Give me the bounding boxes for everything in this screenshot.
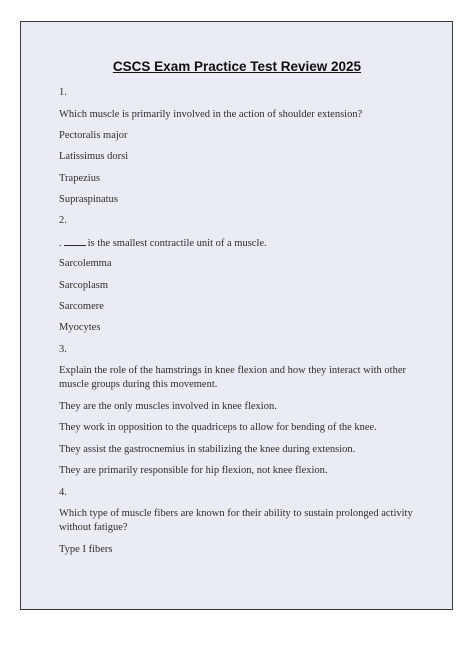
- question-2-prompt: [59, 236, 267, 251]
- question-1-option-a: Pectoralis major: [59, 130, 128, 141]
- fill-in-blank: [64, 236, 86, 246]
- question-2-number: 2.: [59, 215, 67, 226]
- question-4-option-a: Type I fibers: [59, 544, 113, 555]
- question-3-prompt: Explain the role of the hamstrings in knee flexion and how they interact with other muscle groups during this movement.: [59, 365, 406, 390]
- question-1-number: 1.: [59, 87, 67, 98]
- question-3-option-c: They assist the gastrocnemius in stabilizing the knee during extension.: [59, 444, 356, 455]
- question-1-prompt: Which muscle is primarily involved in the action of shoulder extension?: [59, 109, 363, 120]
- question-1-option-c: Trapezius: [59, 173, 101, 184]
- question-2-prompt-suffix: is the smallest contractile unit of a muscle.: [87, 238, 267, 249]
- question-2-option-b: Sarcoplasm: [59, 280, 108, 291]
- question-3-option-a: They are the only muscles involved in knee flexion.: [59, 401, 277, 412]
- question-2-option-d: Myocytes: [59, 322, 101, 333]
- question-4-number: 4.: [59, 487, 67, 498]
- document-title: CSCS Exam Practice Test Review 2025: [112, 59, 362, 74]
- question-2-prompt-prefix: .: [59, 238, 62, 249]
- question-3-number: 3.: [59, 344, 67, 355]
- question-2-option-c: Sarcomere: [59, 301, 104, 312]
- question-3-option-b: They work in opposition to the quadriceps to allow for bending of the knee.: [59, 422, 377, 433]
- question-3-option-d: They are primarily responsible for hip flexion, not knee flexion.: [59, 465, 328, 476]
- question-1-option-d: Supraspinatus: [59, 194, 118, 205]
- question-1-option-b: Latissimus dorsi: [59, 151, 129, 162]
- question-4-prompt: Which type of muscle fibers are known for their ability to sustain prolonged activity without fatigue?: [59, 508, 413, 533]
- question-2-option-a: Sarcolemma: [59, 258, 112, 269]
